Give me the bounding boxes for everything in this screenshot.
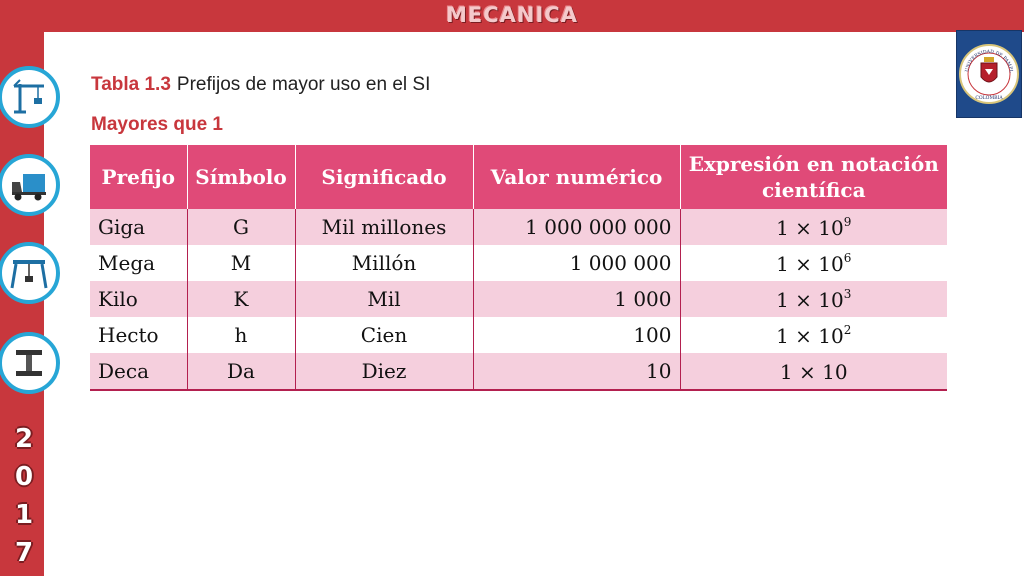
header-symbol: Símbolo — [187, 145, 295, 209]
cell-prefix: Hecto — [90, 317, 187, 353]
top-bar — [0, 0, 1024, 32]
app-title: MECANICA — [446, 3, 578, 27]
sci-exponent: 3 — [843, 286, 852, 301]
cell-symbol: K — [187, 281, 295, 317]
cell-value: 10 — [473, 353, 680, 390]
year-digit: 7 — [14, 538, 34, 568]
table-header-row — [90, 145, 947, 209]
header-scientific-notation: Expresión en notación científica — [680, 145, 947, 209]
cell-meaning: Cien — [295, 317, 473, 353]
cell-scientific — [680, 209, 947, 245]
truck-icon — [0, 154, 60, 216]
sci-exponent: 9 — [843, 214, 852, 229]
crane-icon — [0, 66, 60, 128]
cell-symbol: Da — [187, 353, 295, 390]
sci-base: 1 × 10 — [776, 215, 844, 240]
cell-value: 1 000 000 — [473, 245, 680, 281]
sci-exponent: 2 — [843, 322, 852, 337]
svg-text:UNIVERSIDAD DE PAMPLONA: UNIVERSIDAD DE PAMPL — [965, 49, 1014, 74]
cell-symbol: G — [187, 209, 295, 245]
i-beam-icon — [0, 332, 60, 394]
sci-base: 1 × 10 — [776, 323, 844, 348]
cell-prefix: Deca — [90, 353, 187, 390]
header-numeric-value: Valor numérico — [473, 145, 680, 209]
svg-text:COLOMBIA: COLOMBIA — [975, 96, 1003, 101]
header-prefix: Prefijo — [90, 145, 187, 209]
cell-scientific — [680, 245, 947, 281]
cell-scientific — [680, 353, 947, 390]
table-row — [90, 353, 947, 390]
year-digit: 2 — [14, 424, 34, 454]
table-row — [90, 209, 947, 245]
cell-value: 1 000 — [473, 281, 680, 317]
table-caption — [91, 74, 430, 96]
sci-base: 1 × 10 — [779, 359, 848, 384]
gantry-crane-icon — [0, 242, 60, 304]
cell-symbol: M — [187, 245, 295, 281]
sci-exponent: 6 — [843, 250, 852, 265]
year-digit: 1 — [14, 500, 34, 530]
cell-meaning: Millón — [295, 245, 473, 281]
prefix-table — [90, 145, 947, 391]
cell-meaning: Diez — [295, 353, 473, 390]
cell-scientific — [680, 281, 947, 317]
cell-prefix: Mega — [90, 245, 187, 281]
table-row — [90, 317, 947, 353]
caption-text: Prefijos de mayor uso en el SI — [176, 74, 431, 95]
caption-label: Tabla 1.3 — [91, 74, 171, 95]
cell-meaning: Mil millones — [295, 209, 473, 245]
table-row — [90, 245, 947, 281]
cell-symbol: h — [187, 317, 295, 353]
cell-prefix: Giga — [90, 209, 187, 245]
year-digit: 0 — [14, 462, 34, 492]
sci-base: 1 × 10 — [776, 251, 844, 276]
cell-value: 1 000 000 000 — [473, 209, 680, 245]
cell-scientific — [680, 317, 947, 353]
cell-prefix: Kilo — [90, 281, 187, 317]
cell-meaning: Mil — [295, 281, 473, 317]
university-seal-logo — [956, 30, 1022, 118]
sci-base: 1 × 10 — [776, 287, 844, 312]
section-subtitle: Mayores que 1 — [91, 114, 223, 135]
header-meaning: Significado — [295, 145, 473, 209]
table-row — [90, 281, 947, 317]
cell-value: 100 — [473, 317, 680, 353]
